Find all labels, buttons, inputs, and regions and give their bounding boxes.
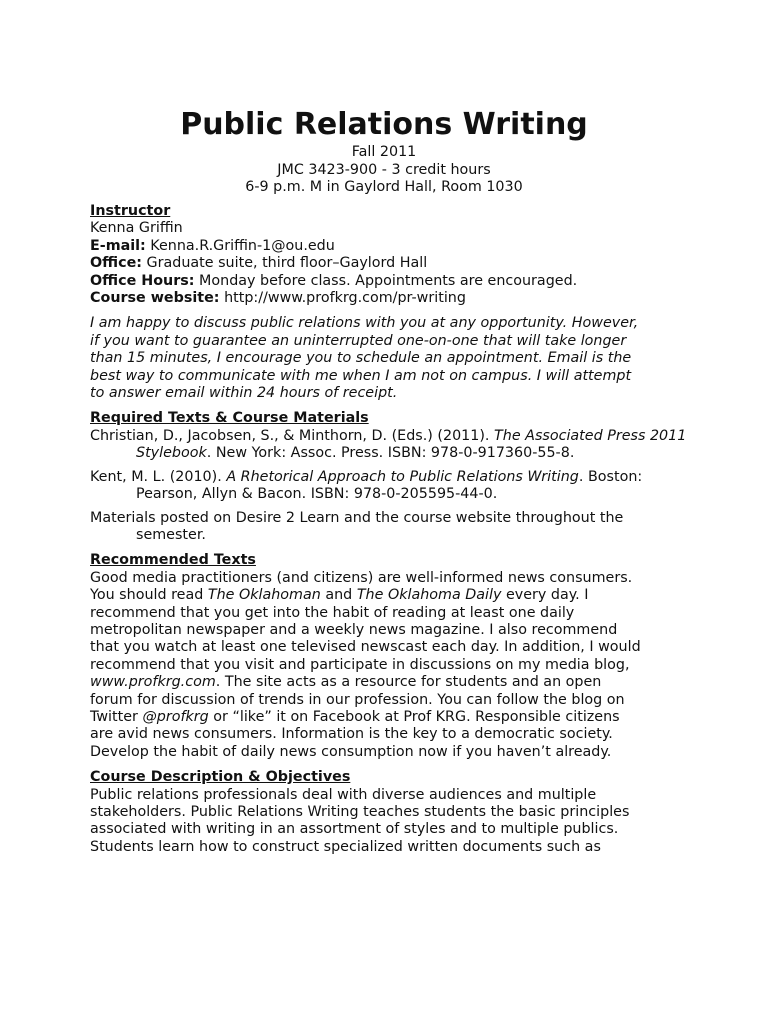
reference-item bbox=[90, 469, 690, 504]
website-row bbox=[90, 290, 690, 307]
text-run: You should read bbox=[90, 587, 208, 604]
newspaper-title: The Oklahoman bbox=[207, 587, 321, 604]
course-description-heading: Course Description & Objectives bbox=[90, 769, 351, 786]
course-term: Fall 2011 bbox=[351, 144, 417, 160]
office-row bbox=[90, 255, 690, 272]
paragraph-line bbox=[90, 674, 690, 691]
reference-text: Kent, M. L. (2010). bbox=[90, 468, 227, 485]
note-line: than 15 minutes, I encourage you to schedule an appointment. Email is the bbox=[90, 350, 632, 367]
paragraph-line: Public relations professionals deal with diverse audiences and multiple bbox=[90, 786, 597, 803]
recommended-texts-section bbox=[90, 552, 690, 761]
course-number: JMC 3423-900 - 3 credit hours bbox=[277, 162, 491, 178]
reference-text: . Boston: Pearson, Allyn & Bacon. ISBN: 978-0-205595-44-0. bbox=[136, 468, 643, 503]
reference-title: A Rhetorical Approach to Public Relations Writing bbox=[226, 468, 579, 485]
paragraph-line: that you watch at least one televised newscast each day. In addition, I would bbox=[90, 639, 641, 656]
course-description-section bbox=[90, 769, 690, 856]
website-value: http://www.profkrg.com/pr-writing bbox=[219, 290, 466, 307]
note-line: to answer email within 24 hours of receipt. bbox=[90, 385, 398, 402]
paragraph-line: Students learn how to construct specialized written documents such as bbox=[90, 838, 601, 855]
twitter-handle: @profkrg bbox=[142, 708, 209, 725]
office-hours-label: Office Hours: bbox=[90, 272, 195, 289]
required-texts-heading: Required Texts & Course Materials bbox=[90, 410, 369, 427]
course-materials-note: Materials posted on Desire 2 Learn and the course website throughout the semester. bbox=[90, 509, 624, 543]
text-run: and bbox=[320, 587, 357, 604]
newspaper-title: The Oklahoma Daily bbox=[356, 587, 502, 604]
email-row bbox=[90, 238, 690, 255]
paragraph-line: recommend that you get into the habit of reading at least one daily bbox=[90, 604, 575, 621]
email-value: Kenna.R.Griffin-1@ou.edu bbox=[145, 237, 335, 254]
syllabus-body bbox=[90, 203, 690, 856]
office-hours-row bbox=[90, 273, 690, 290]
instructor-note bbox=[90, 315, 690, 402]
paragraph-line: associated with writing in an assortment of styles and to multiple publics. bbox=[90, 821, 619, 838]
blog-url: www.profkrg.com bbox=[90, 674, 216, 691]
email-label: E-mail: bbox=[90, 237, 146, 254]
required-texts-section bbox=[90, 410, 690, 544]
instructor-heading: Instructor bbox=[90, 203, 171, 219]
office-label: Office: bbox=[90, 255, 142, 272]
paragraph-line: stakeholders. Public Relations Writing teaches students the basic principles bbox=[90, 804, 630, 820]
office-value: Graduate suite, third floor–Gaylord Hall bbox=[142, 255, 428, 272]
text-run: or “like” it on Facebook at Prof KRG. Responsible citizens bbox=[208, 708, 620, 725]
paragraph-line bbox=[90, 709, 690, 726]
recommended-texts-heading: Recommended Texts bbox=[90, 552, 256, 569]
instructor-section bbox=[90, 203, 690, 402]
paragraph-line: are avid news consumers. Information is the key to a democratic society. bbox=[90, 726, 613, 743]
reference-text: Christian, D., Jacobsen, S., & Minthorn, D. (Eds.) (2011). bbox=[90, 427, 495, 444]
note-line: best way to communicate with me when I am not on campus. I will attempt bbox=[90, 367, 632, 384]
reference-item bbox=[90, 428, 690, 463]
website-label: Course website: bbox=[90, 290, 220, 307]
instructor-name: Kenna Griffin bbox=[90, 220, 183, 237]
text-run: . The site acts as a resource for students and an open bbox=[215, 674, 602, 691]
course-meeting: 6-9 p.m. M in Gaylord Hall, Room 1030 bbox=[245, 179, 523, 195]
office-hours-value: Monday before class. Appointments are encouraged. bbox=[194, 272, 578, 289]
text-run: Twitter bbox=[90, 708, 143, 725]
page-title: Public Relations Writing bbox=[180, 107, 588, 142]
paragraph-line: metropolitan newspaper and a weekly news magazine. I also recommend bbox=[90, 621, 618, 638]
paragraph-line bbox=[90, 587, 690, 604]
paragraph-line: recommend that you visit and participate in discussions on my media blog, bbox=[90, 656, 630, 673]
paragraph-line: Good media practitioners (and citizens) are well-informed news consumers. bbox=[90, 569, 633, 586]
paragraph-line: forum for discussion of trends in our profession. You can follow the blog on bbox=[90, 691, 625, 708]
paragraph-line: Develop the habit of daily news consumption now if you haven’t already. bbox=[90, 743, 612, 760]
reference-title: The Associated Press 2011 Stylebook bbox=[136, 427, 687, 462]
note-line: if you want to guarantee an uninterrupted one-on-one that will take longer bbox=[90, 332, 627, 349]
text-run: every day. I bbox=[501, 587, 589, 604]
reference-text: . New York: Assoc. Press. ISBN: 978-0-917360-55-8. bbox=[206, 445, 575, 462]
note-line: I am happy to discuss public relations with you at any opportunity. However, bbox=[90, 315, 639, 332]
